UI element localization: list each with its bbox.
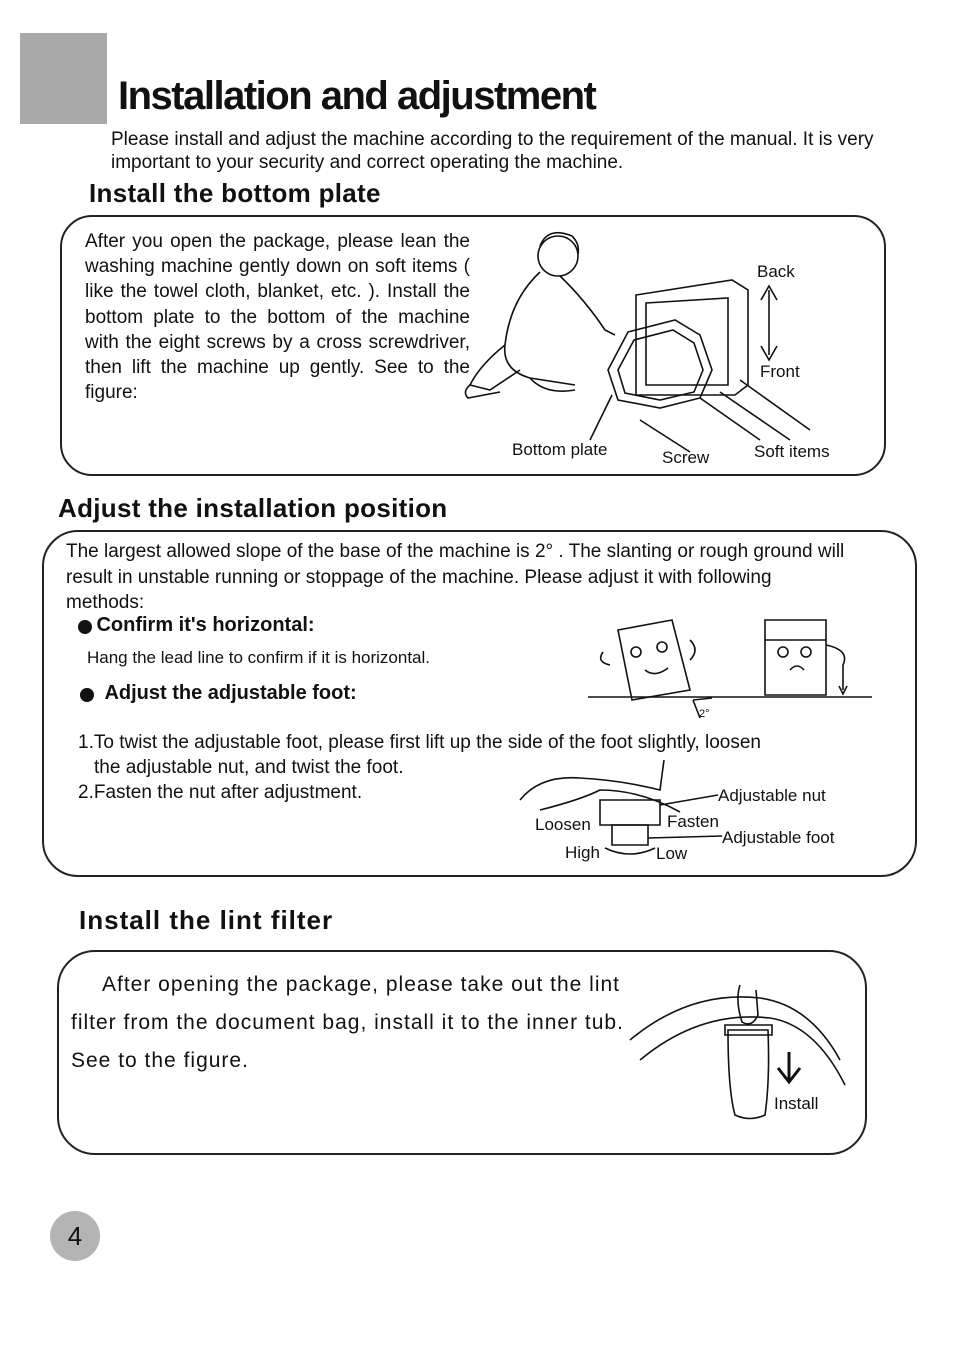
label-install: Install	[774, 1094, 819, 1113]
page-number: 4	[50, 1211, 100, 1261]
lint-filter-text: After opening the package, please take out the lint filter from the document bag, install it to the inner tub. See to the figure.	[71, 973, 624, 1072]
section-heading-bottom-plate: Install the bottom plate	[89, 178, 381, 208]
step-1a: 1.To twist the adjustable foot, please first lift up the side of the foot slightly, loosen	[78, 732, 761, 753]
label-high: High	[565, 843, 600, 862]
label-front: Front	[760, 362, 800, 381]
bottom-plate-text: After you open the package, please lean the washing machine gently down on soft items ( like the towel cloth, blanket, etc. ). Install the bottom plate to the bottom of the machine with the eight screws by a cross screwdriver, then lift the machine up gently. See to the figure:	[85, 231, 470, 404]
label-adjustable-foot: Adjustable foot	[722, 828, 835, 847]
label-bottom-plate: Bottom plate	[512, 440, 608, 459]
label-adjustable-nut: Adjustable nut	[718, 786, 826, 805]
adjust-position-text: The largest allowed slope of the base of the machine is 2° . The slanting or rough ground will result in unstable running or stoppage of the machine. Please adjust it with following methods:	[66, 541, 845, 613]
label-back: Back	[757, 262, 795, 281]
label-loosen: Loosen	[535, 815, 591, 834]
step-2: 2.Fasten the nut after adjustment.	[78, 782, 363, 803]
section-heading-lint-filter: Install the lint filter	[79, 905, 334, 935]
step-1b: the adjustable nut, and twist the foot.	[94, 757, 404, 778]
intro-paragraph: Please install and adjust the machine according to the requirement of the manual. It is very important to your security and correct operating the machine.	[111, 129, 874, 173]
bullet-title: Adjust the adjustable foot:	[104, 682, 357, 704]
label-soft-items: Soft items	[754, 442, 830, 461]
slope-angle-label: 2°	[699, 708, 710, 720]
page-title: Installation and adjustment	[118, 74, 596, 118]
label-low: Low	[656, 844, 688, 863]
bullet-title: Confirm it's horizontal:	[96, 614, 315, 636]
label-screw: Screw	[662, 448, 710, 467]
bullet-confirm-text: Hang the lead line to confirm if it is horizontal.	[87, 648, 431, 667]
label-fasten: Fasten	[667, 812, 719, 831]
section-heading-adjust-position: Adjust the installation position	[58, 493, 448, 523]
